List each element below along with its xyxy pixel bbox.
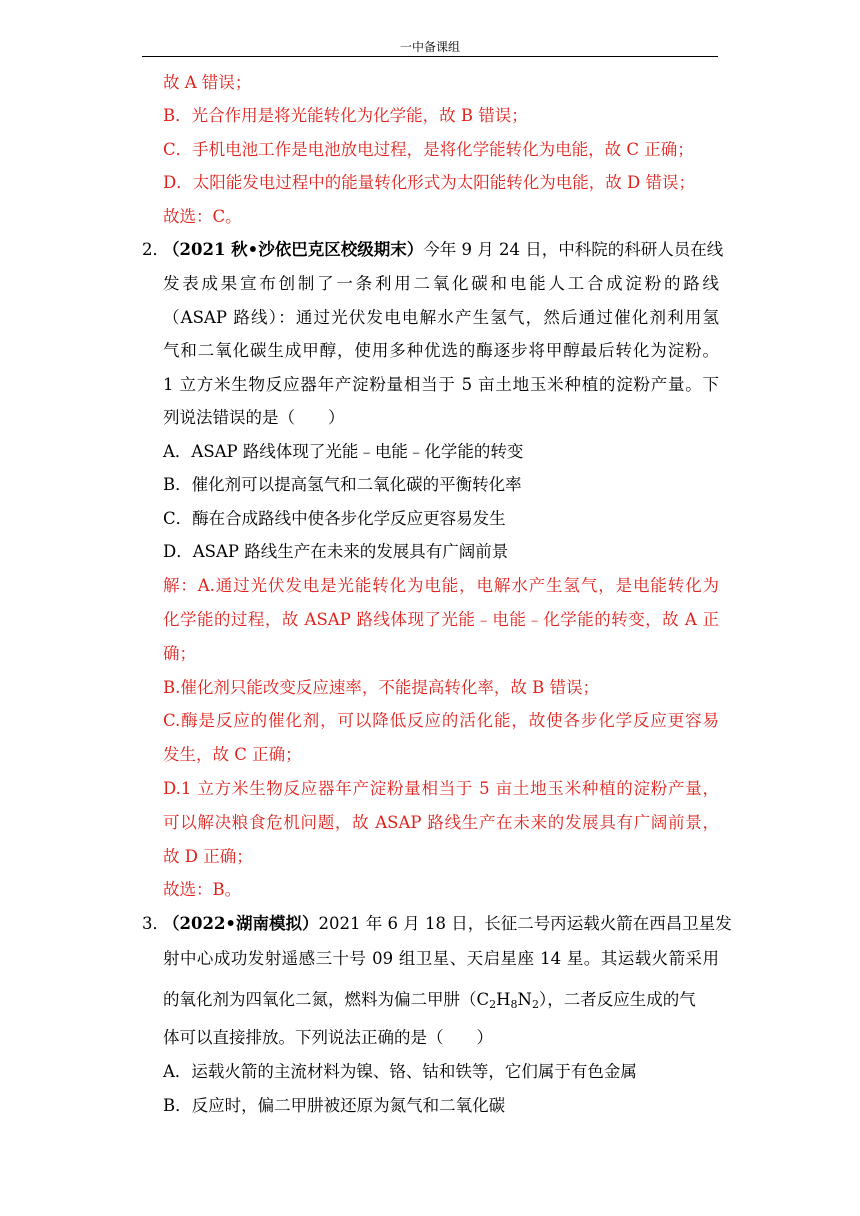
solution-line: C．手机电池工作是电池放电过程，是将化学能转化为电能，故 C 正确； — [163, 140, 694, 159]
solution-line: 故选：C。 — [163, 207, 242, 226]
solution-line: C.酶是反应的催化剂，可以降低反应的活化能，故使各步化学反应更容易 — [163, 711, 719, 730]
solution-line: 可以解决粮食危机问题，故 ASAP 路线生产在未来的发展具有广阔前景， — [163, 813, 719, 832]
question-number: 2． — [142, 240, 169, 259]
question-stem-line: 发表成果宣布创制了一条利用二氧化碳和电能人工合成淀粉的路线 — [163, 274, 719, 293]
solution-line: 故选：B。 — [163, 880, 242, 899]
question-stem-line: （2021 秋•沙依巴克区校级期末）今年 9 月 24 日，中科院的科研人员在线 — [163, 240, 724, 259]
solution-line: B.催化剂只能改变反应速率，不能提高转化率，故 B 错误； — [163, 678, 599, 697]
question-stem-line: （ASAP 路线）：通过光伏发电电解水产生氢气，然后通过催化剂利用氢 — [163, 308, 719, 327]
solution-line: 解：A.通过光伏发电是光能转化为电能，电解水产生氢气，是电能转化为 — [163, 576, 719, 595]
question-stem-line: （2022•湖南模拟）2021 年 6 月 18 日，长征二号丙运载火箭在西昌卫星发 — [163, 914, 732, 933]
question-source: （2022•湖南模拟） — [163, 914, 319, 933]
solution-line: 发生，故 C 正确； — [163, 745, 302, 764]
solution-line: 故 A 错误； — [163, 73, 252, 92]
solution-line: 确； — [163, 644, 196, 663]
solution-line: 化学能的过程，故 ASAP 路线体现了光能﹣电能﹣化学能的转变，故 A 正 — [163, 610, 719, 629]
option-a: A．ASAP 路线体现了光能﹣电能﹣化学能的转变 — [163, 442, 524, 461]
question-stem-line: 列说法错误的是（ ） — [163, 408, 345, 427]
question-stem-line: 1 立方米生物反应器年产淀粉量相当于 5 亩土地玉米种植的淀粉产量。下 — [163, 375, 719, 394]
question-number: 3． — [142, 914, 169, 933]
solution-line: B．光合作用是将光能转化为化学能，故 B 错误； — [163, 106, 528, 125]
question-source: （2021 秋•沙依巴克区校级期末） — [163, 240, 424, 259]
page-header: 一中备课组 — [399, 40, 460, 54]
option-b: B．催化剂可以提高氢气和二氧化碳的平衡转化率 — [163, 475, 522, 494]
question-stem-line: 体可以直接排放。下列说法正确的是（ ） — [163, 1028, 493, 1047]
header-divider — [142, 56, 718, 57]
solution-line: D．太阳能发电过程中的能量转化形式为太阳能转化为电能，故 D 错误； — [163, 173, 695, 192]
solution-line: D.1 立方米生物反应器年产淀粉量相当于 5 亩土地玉米种植的淀粉产量， — [163, 779, 719, 798]
question-stem-line: 气和二氧化碳生成甲醇，使用多种优选的酶逐步将甲醇最后转化为淀粉。 — [163, 341, 719, 360]
option-a: A．运载火箭的主流材料为镍、铬、钴和铁等，它们属于有色金属 — [163, 1062, 637, 1081]
option-b: B．反应时，偏二甲肼被还原为氮气和二氧化碳 — [163, 1096, 506, 1115]
option-c: C．酶在合成路线中使各步化学反应更容易发生 — [163, 509, 506, 528]
question-stem-line: 射中心成功发射遥感三十号 09 组卫星、天启星座 14 星。其运载火箭采用 — [163, 949, 719, 968]
option-d: D．ASAP 路线生产在未来的发展具有广阔前景 — [163, 542, 509, 561]
question-stem-line: 的氧化剂为四氧化二氮，燃料为偏二甲肼$(C_2H_8N_2)$，二者反应生成的气 — [163, 990, 696, 1011]
solution-line: 故 D 正确； — [163, 847, 253, 866]
